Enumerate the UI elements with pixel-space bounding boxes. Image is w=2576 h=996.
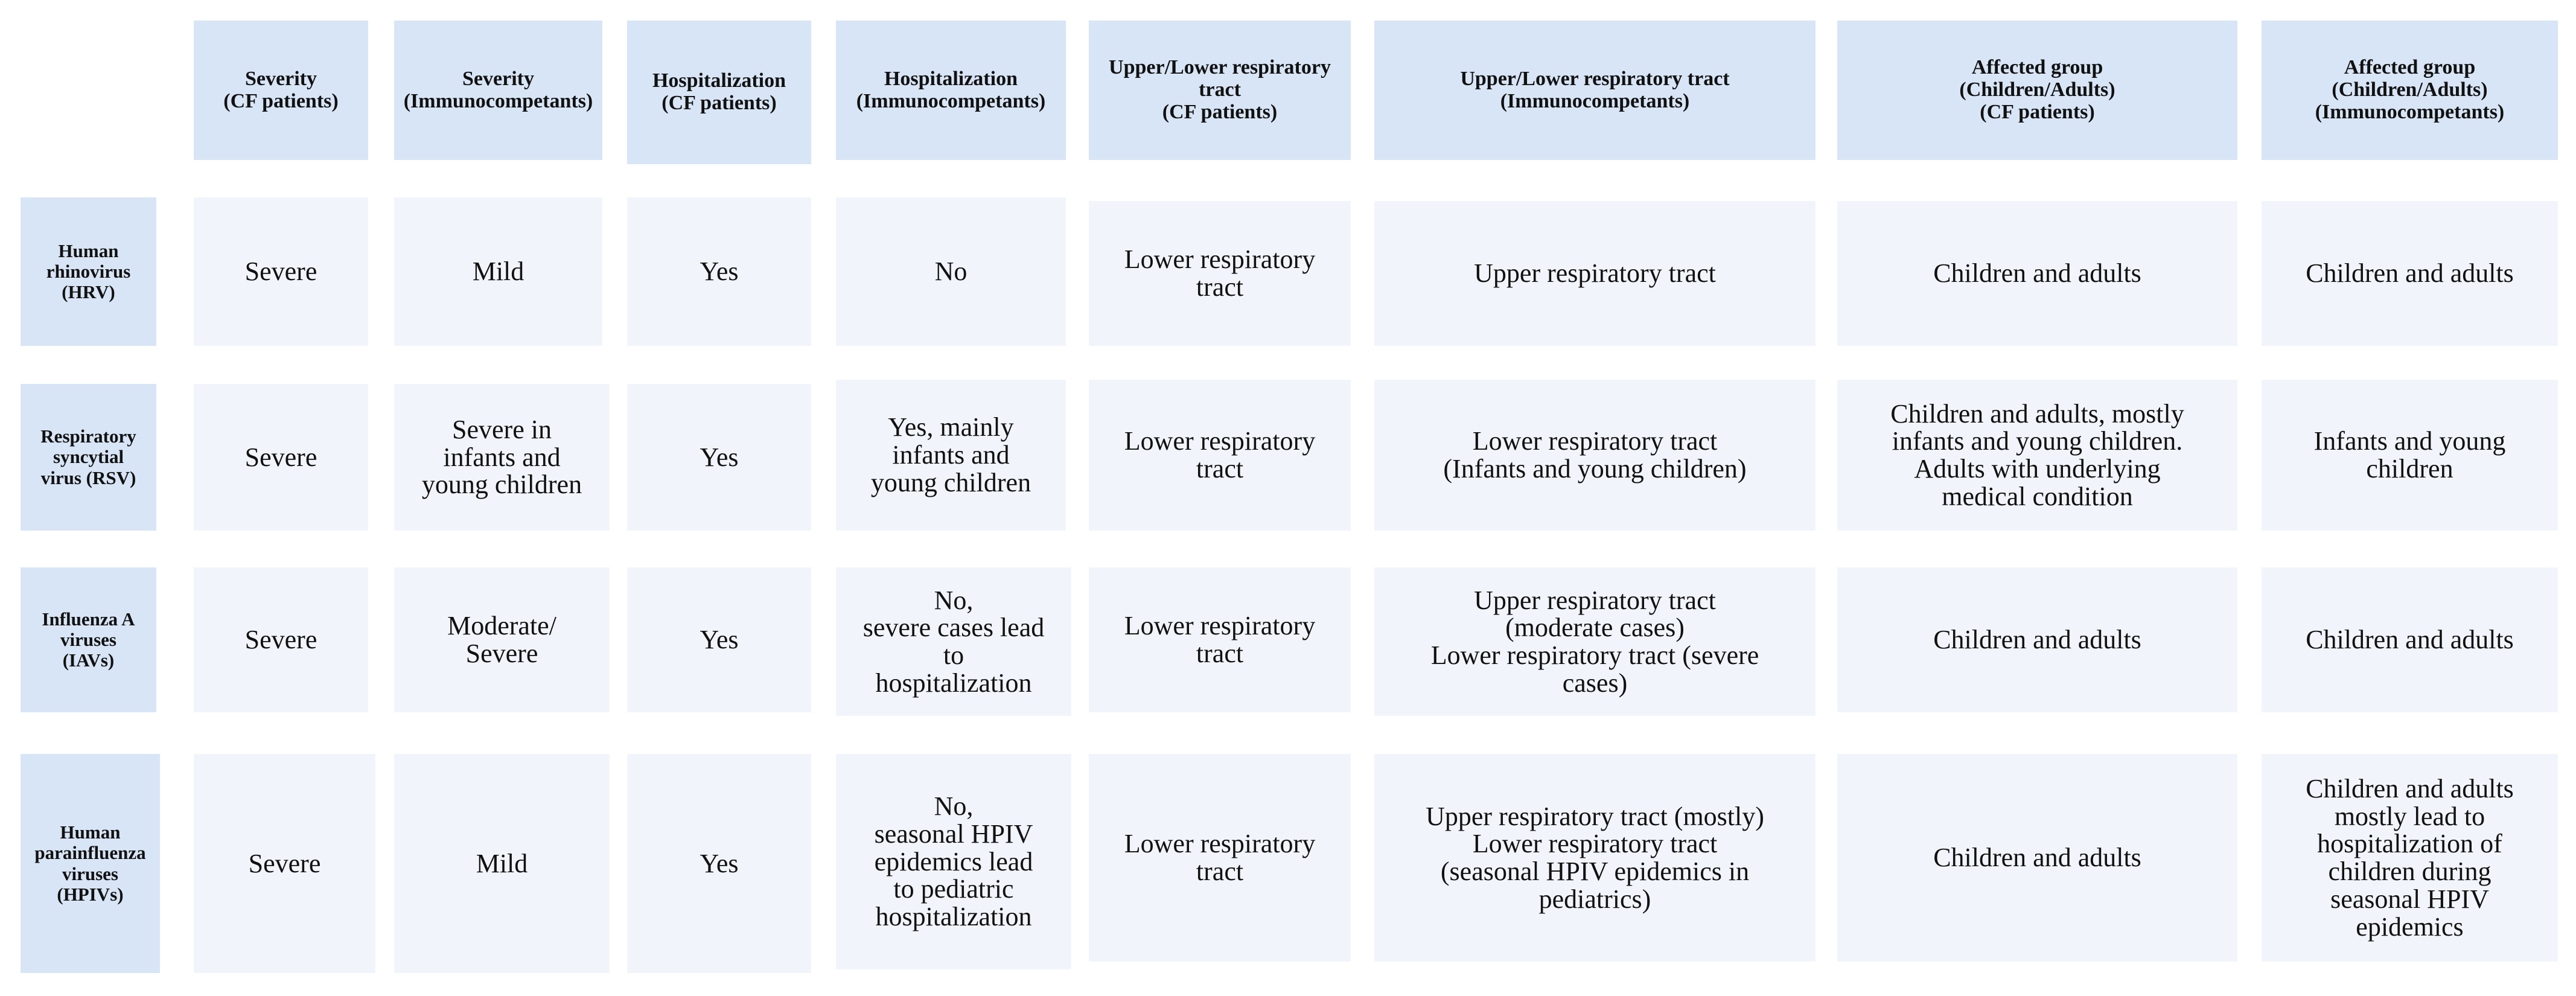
- table-cell: Lower respiratory tract: [1089, 754, 1351, 962]
- table-cell: No, severe cases lead to hospitalization: [836, 567, 1071, 716]
- table-cell: Severe: [194, 384, 368, 531]
- table-cell: Children and adults: [1837, 201, 2237, 346]
- table-cell: Children and adults: [1837, 567, 2237, 712]
- table-cell: Lower respiratory tract: [1089, 567, 1351, 712]
- table-cell: Yes: [627, 197, 811, 346]
- table-cell: Severe: [194, 567, 368, 712]
- table-cell: Children and adults mostly lead to hospitalization of children during seasonal HPIV epidemics: [2262, 754, 2558, 962]
- table-cell: Severe: [194, 754, 375, 973]
- column-header-hospitalization-cf: Hospitalization (CF patients): [627, 21, 811, 164]
- table-cell: Mild: [394, 754, 610, 973]
- table-cell: No, seasonal HPIV epidemics lead to pediatric hospitalization: [836, 754, 1071, 969]
- row-header-hpiv: Human parainfluenza viruses (HPIVs): [21, 754, 160, 973]
- column-header-severity-immunocompetent: Severity (Immunocompetants): [394, 21, 602, 160]
- column-header-affected-group-immunocompetent: Affected group (Children/Adults) (Immunocompetants): [2262, 21, 2558, 160]
- row-header-iav: Influenza A viruses (IAVs): [21, 567, 156, 712]
- table-cell: Yes, mainly infants and young children: [836, 380, 1066, 531]
- row-header-hrv: Human rhinovirus (HRV): [21, 197, 156, 346]
- table-cell: Upper respiratory tract (moderate cases) Lower respiratory tract (severe cases): [1374, 567, 1816, 716]
- table-cell: Yes: [627, 754, 811, 973]
- table-cell: No: [836, 197, 1066, 346]
- table-cell: Severe in infants and young children: [394, 384, 610, 531]
- table-cell: Severe: [194, 197, 368, 346]
- table-cell: Lower respiratory tract: [1089, 201, 1351, 346]
- table-cell: Upper respiratory tract: [1374, 201, 1816, 346]
- table-cell: Lower respiratory tract (Infants and young children): [1374, 380, 1816, 531]
- column-header-respiratory-tract-immunocompetent: Upper/Lower respiratory tract (Immunocompetants): [1374, 21, 1816, 160]
- table-cell: Yes: [627, 567, 811, 712]
- table-cell: Upper respiratory tract (mostly) Lower respiratory tract (seasonal HPIV epidemics in pediatrics): [1374, 754, 1816, 962]
- column-header-hospitalization-immunocompetent: Hospitalization (Immunocompetants): [836, 21, 1066, 160]
- row-header-rsv: Respiratory syncytial virus (RSV): [21, 384, 156, 531]
- column-header-affected-group-cf: Affected group (Children/Adults) (CF patients): [1837, 21, 2237, 160]
- table-cell: Children and adults: [2262, 201, 2558, 346]
- table-cell: Children and adults, mostly infants and young children. Adults with underlying medical condition: [1837, 380, 2237, 531]
- table-cell: Infants and young children: [2262, 380, 2558, 531]
- table-cell: Mild: [394, 197, 602, 346]
- table-cell: Moderate/ Severe: [394, 567, 610, 712]
- column-header-severity-cf: Severity (CF patients): [194, 21, 368, 160]
- table-cell: Yes: [627, 384, 811, 531]
- column-header-respiratory-tract-cf: Upper/Lower respiratory tract (CF patients): [1089, 21, 1351, 160]
- table-cell: Children and adults: [1837, 754, 2237, 962]
- table-cell: Children and adults: [2262, 567, 2558, 712]
- table-cell: Lower respiratory tract: [1089, 380, 1351, 531]
